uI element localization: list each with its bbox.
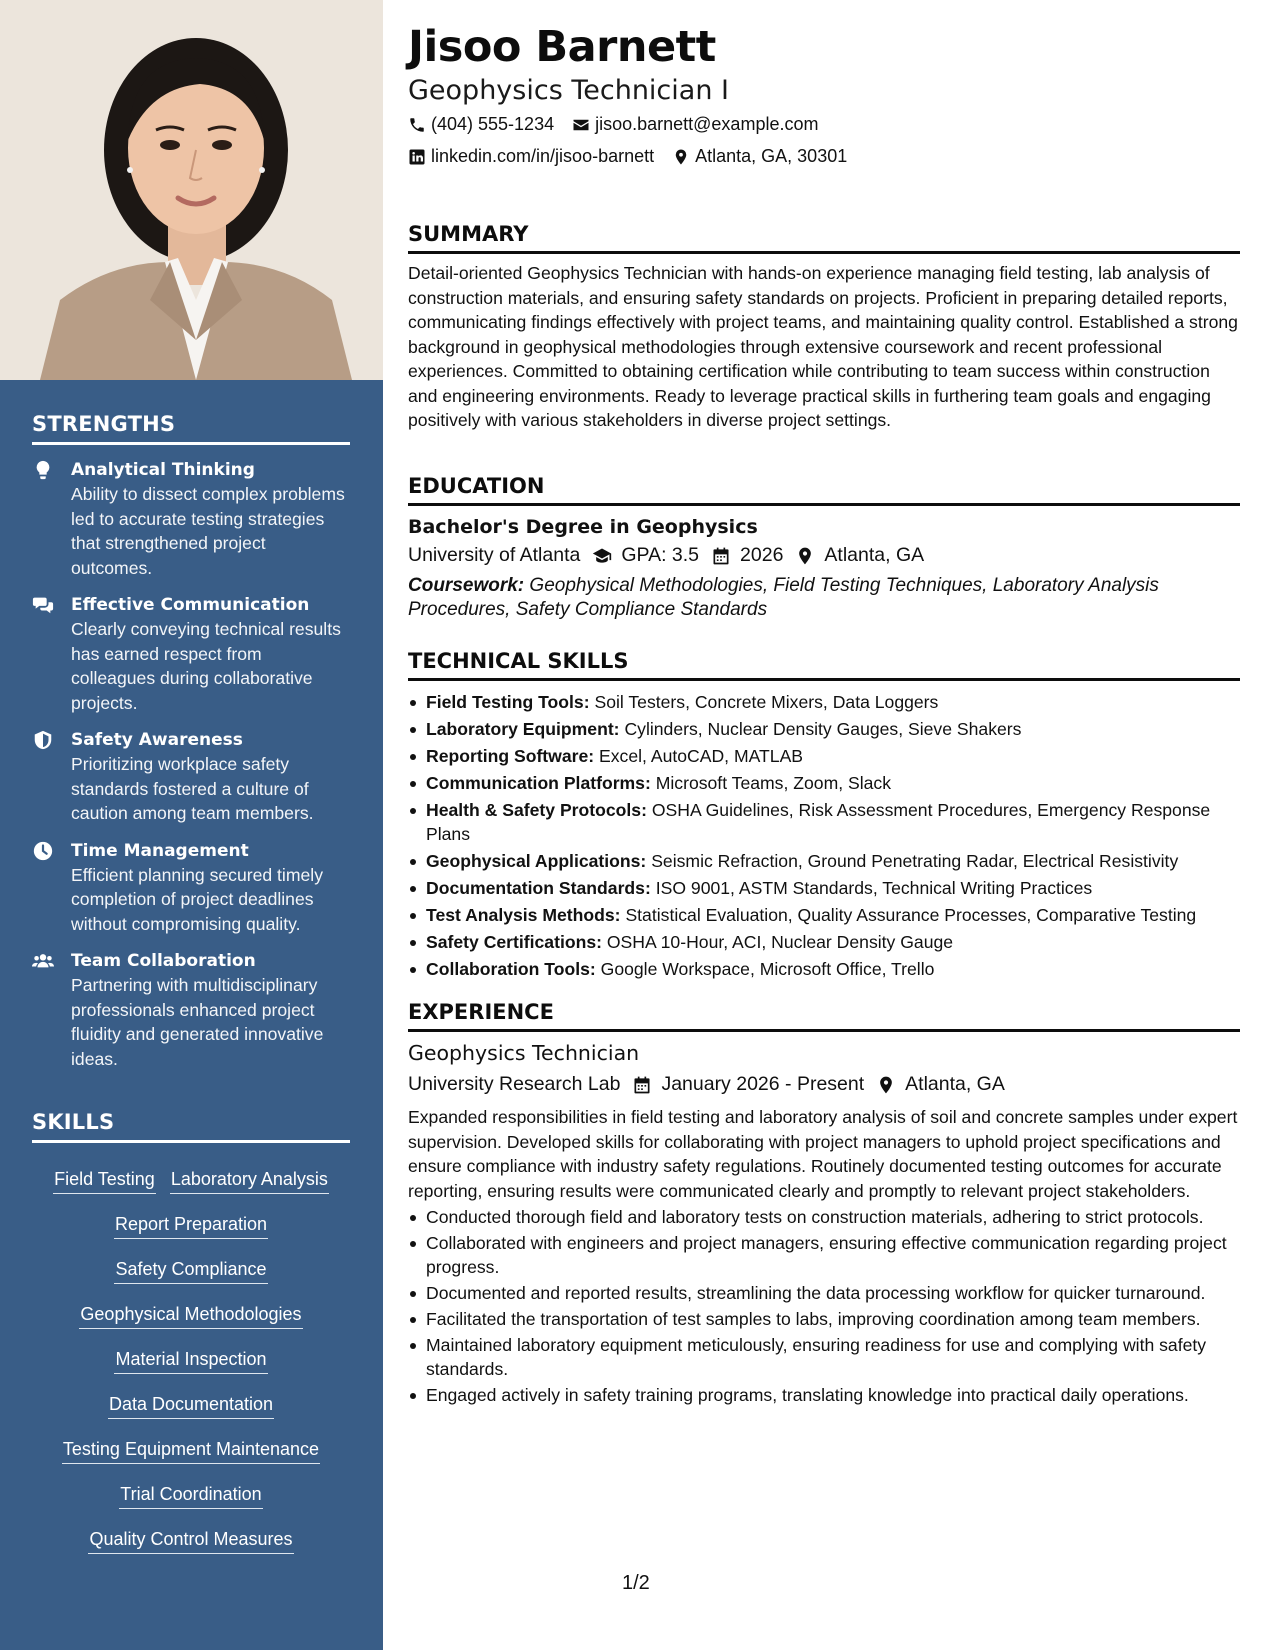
strengths-section: [32, 412, 350, 1071]
list-item: [408, 876, 1240, 900]
list-item: [408, 798, 1240, 846]
graduation-cap-icon: [592, 546, 612, 566]
page-number: 1/2: [622, 1572, 650, 1594]
map-pin-icon: [795, 546, 815, 566]
coursework-text: Geophysical Methodologies, Field Testing Techniques, Laboratory Analysis Procedures, Safety Compliance Standards: [408, 575, 1159, 620]
technical-skills-section: [408, 649, 1240, 984]
summary-heading: SUMMARY: [408, 222, 1240, 254]
gpa-item: [592, 544, 699, 567]
linkedin-icon: [408, 148, 426, 166]
list-item: [408, 849, 1240, 873]
skill-value: Excel, AutoCAD, MATLAB: [599, 746, 804, 766]
list-item: [408, 957, 1240, 981]
skill-tag: Quality Control Measures: [88, 1527, 293, 1554]
skill-label: Collaboration Tools:: [426, 959, 596, 979]
skill-tag: Data Documentation: [108, 1392, 274, 1419]
school-name: University of Atlanta: [408, 544, 581, 566]
strength-desc: Efficient planning secured timely completion of project deadlines without compromising quality.: [71, 864, 323, 934]
contact-linkedin[interactable]: [408, 146, 654, 167]
strength-desc: Clearly conveying technical results has earned respect from colleagues during collaborative projects.: [71, 619, 341, 713]
experience-bullets: [408, 1205, 1240, 1407]
list-item: Conducted thorough field and laboratory tests on construction materials, adhering to strict protocols.: [408, 1205, 1240, 1229]
experience-location: Atlanta, GA: [905, 1073, 1005, 1095]
chat-bubbles-icon: [32, 594, 54, 616]
list-item: [408, 717, 1240, 741]
candidate-name: Jisoo Barnett: [408, 22, 716, 72]
location-text: Atlanta, GA, 30301: [695, 146, 848, 166]
education-heading: EDUCATION: [408, 474, 1240, 506]
education-section: [408, 474, 1240, 622]
experience-section: [408, 1000, 1240, 1409]
list-item: [408, 771, 1240, 795]
skills-heading: SKILLS: [32, 1110, 350, 1143]
coursework: [408, 574, 1240, 622]
phone-icon: [408, 116, 426, 134]
shield-icon: [32, 729, 54, 751]
clock-icon: [32, 840, 54, 862]
skills-section: [32, 1110, 350, 1562]
grad-year-item: [711, 544, 783, 567]
technical-skills-heading: TECHNICAL SKILLS: [408, 649, 1240, 681]
list-item: Maintained laboratory equipment meticulously, ensuring readiness for use and complying with safety standards.: [408, 1333, 1240, 1381]
technical-skills-list: [408, 690, 1240, 981]
skill-value: Seismic Refraction, Ground Penetrating Radar, Electrical Resistivity: [651, 851, 1179, 871]
skill-tag: Laboratory Analysis: [170, 1167, 329, 1194]
strengths-heading: STRENGTHS: [32, 412, 350, 445]
sidebar: [0, 0, 383, 1650]
edu-location-text: Atlanta, GA: [824, 544, 925, 566]
skill-label: Documentation Standards:: [426, 878, 651, 898]
skill-tag: Testing Equipment Maintenance: [62, 1437, 320, 1464]
list-item: Engaged actively in safety training programs, translating knowledge into practical daily operations.: [408, 1383, 1240, 1407]
skill-tag: Field Testing: [53, 1167, 156, 1194]
list-item: Collaborated with engineers and project managers, ensuring effective communication regarding project progress.: [408, 1231, 1240, 1279]
map-pin-icon: [672, 148, 690, 166]
strength-title: Time Management: [71, 840, 249, 861]
experience-dates-item: [632, 1073, 864, 1096]
contact-phone[interactable]: [408, 114, 554, 135]
contact-row: [408, 114, 836, 135]
skill-label: Health & Safety Protocols:: [426, 800, 647, 820]
lightbulb-icon: [32, 459, 54, 481]
linkedin-text: linkedin.com/in/jisoo-barnett: [431, 146, 655, 166]
strength-desc: Partnering with multidisciplinary professionals enhanced project fluidity and generated innovative ideas.: [71, 975, 324, 1069]
experience-dates: January 2026 - Present: [661, 1073, 865, 1095]
skill-label: Field Testing Tools:: [426, 692, 590, 712]
experience-meta: [408, 1073, 1240, 1096]
experience-role: Geophysics Technician: [408, 1041, 640, 1065]
contact-location: [672, 146, 847, 167]
skill-label: Communication Platforms:: [426, 773, 651, 793]
summary-section: [408, 222, 1240, 433]
edu-location-item: [795, 544, 924, 567]
strength-title: Team Collaboration: [71, 951, 256, 971]
strength-title: Effective Communication: [71, 595, 310, 615]
experience-description: Expanded responsibilities in field testing and laboratory analysis of soil and concrete samples under expert supervision. Developed skills for collaborating with project managers to uphold project specifications and ensure compliance with industry safety regulations. Routinely documented testing outcomes for accurate reporting, ensuring results were communicated clearly and promptly to relevant project stakeholders.: [408, 1107, 1238, 1201]
calendar-icon: [711, 546, 731, 566]
skill-tag: Geophysical Methodologies: [79, 1302, 302, 1329]
skill-tag: Material Inspection: [114, 1347, 267, 1374]
skill-tag: Trial Coordination: [119, 1482, 262, 1509]
phone-text: (404) 555-1234: [431, 114, 555, 134]
list-item: [408, 903, 1240, 927]
portrait-illustration: [0, 0, 383, 380]
list-item: Facilitated the transportation of test samples to labs, improving coordination among team members.: [408, 1307, 1240, 1331]
strength-item: [32, 728, 350, 826]
strength-desc: Ability to dissect complex problems led to accurate testing strategies that strengthened project outcomes.: [71, 484, 345, 578]
strength-title: Safety Awareness: [71, 730, 243, 750]
degree-title: Bachelor's Degree in Geophysics: [408, 516, 758, 538]
envelope-icon: [572, 116, 590, 134]
coursework-label: Coursework:: [408, 575, 525, 596]
skill-label: Geophysical Applications:: [426, 851, 647, 871]
grad-year-text: 2026: [740, 544, 784, 566]
skill-label: Safety Certifications:: [426, 932, 602, 952]
skill-value: Microsoft Teams, Zoom, Slack: [655, 773, 892, 793]
strength-item: [32, 949, 350, 1071]
skill-label: Reporting Software:: [426, 746, 595, 766]
list-item: [408, 690, 1240, 714]
experience-location-item: [876, 1073, 1005, 1096]
strength-title: Analytical Thinking: [71, 460, 255, 480]
contact-email[interactable]: [572, 114, 818, 135]
skill-tag: Report Preparation: [114, 1212, 268, 1239]
skill-value: Cylinders, Nuclear Density Gauges, Sieve Shakers: [624, 719, 1022, 739]
contact-row: [408, 146, 865, 167]
strength-item: [32, 593, 350, 715]
skill-value: OSHA 10-Hour, ACI, Nuclear Density Gauge: [606, 932, 954, 952]
list-item: Documented and reported results, streamlining the data processing workflow for quicker turnaround.: [408, 1281, 1240, 1305]
skill-value: Google Workspace, Microsoft Office, Trello: [600, 959, 935, 979]
skill-value: ISO 9001, ASTM Standards, Technical Writing Practices: [655, 878, 1093, 898]
skills-list: [32, 1157, 350, 1562]
list-item: [408, 930, 1240, 954]
summary-text: Detail-oriented Geophysics Technician with hands-on experience managing field testing, lab analysis of construction materials, and ensuring safety standards on projects. Proficient in preparing detailed reports, communicating findings effectively with project teams, and maintaining quality control. Established a strong background in geophysical methodologies through extensive coursework and recent professional experiences. Committed to obtaining certification while contributing to team success within construction and engineering environments. Ready to leverage practical skills in furthering team goals and engaging positively with various stakeholders in diverse project settings.: [408, 263, 1238, 430]
gpa-text: GPA: 3.5: [621, 544, 700, 566]
skill-label: Laboratory Equipment:: [426, 719, 620, 739]
strength-desc: Prioritizing workplace safety standards fostered a culture of caution among team members.: [71, 754, 314, 823]
skill-value: Statistical Evaluation, Quality Assurance Processes, Comparative Testing: [625, 905, 1197, 925]
calendar-icon: [632, 1075, 652, 1095]
experience-org: University Research Lab: [408, 1073, 621, 1095]
list-item: [408, 744, 1240, 768]
skill-value: Soil Testers, Concrete Mixers, Data Loggers: [594, 692, 939, 712]
experience-heading: EXPERIENCE: [408, 1000, 1240, 1032]
job-title: Geophysics Technician I: [408, 75, 729, 106]
skill-tag: Safety Compliance: [114, 1257, 267, 1284]
email-text: jisoo.barnett@example.com: [595, 114, 819, 134]
skill-label: Test Analysis Methods:: [426, 905, 621, 925]
profile-photo: [0, 0, 383, 380]
strength-item: [32, 839, 350, 937]
strength-item: [32, 458, 350, 580]
map-pin-icon: [876, 1075, 896, 1095]
users-icon: [32, 950, 54, 972]
skill-value: OSHA Guidelines, Risk Assessment Procedures, Emergency Response Plans: [426, 800, 1211, 844]
education-meta: [408, 544, 1240, 567]
